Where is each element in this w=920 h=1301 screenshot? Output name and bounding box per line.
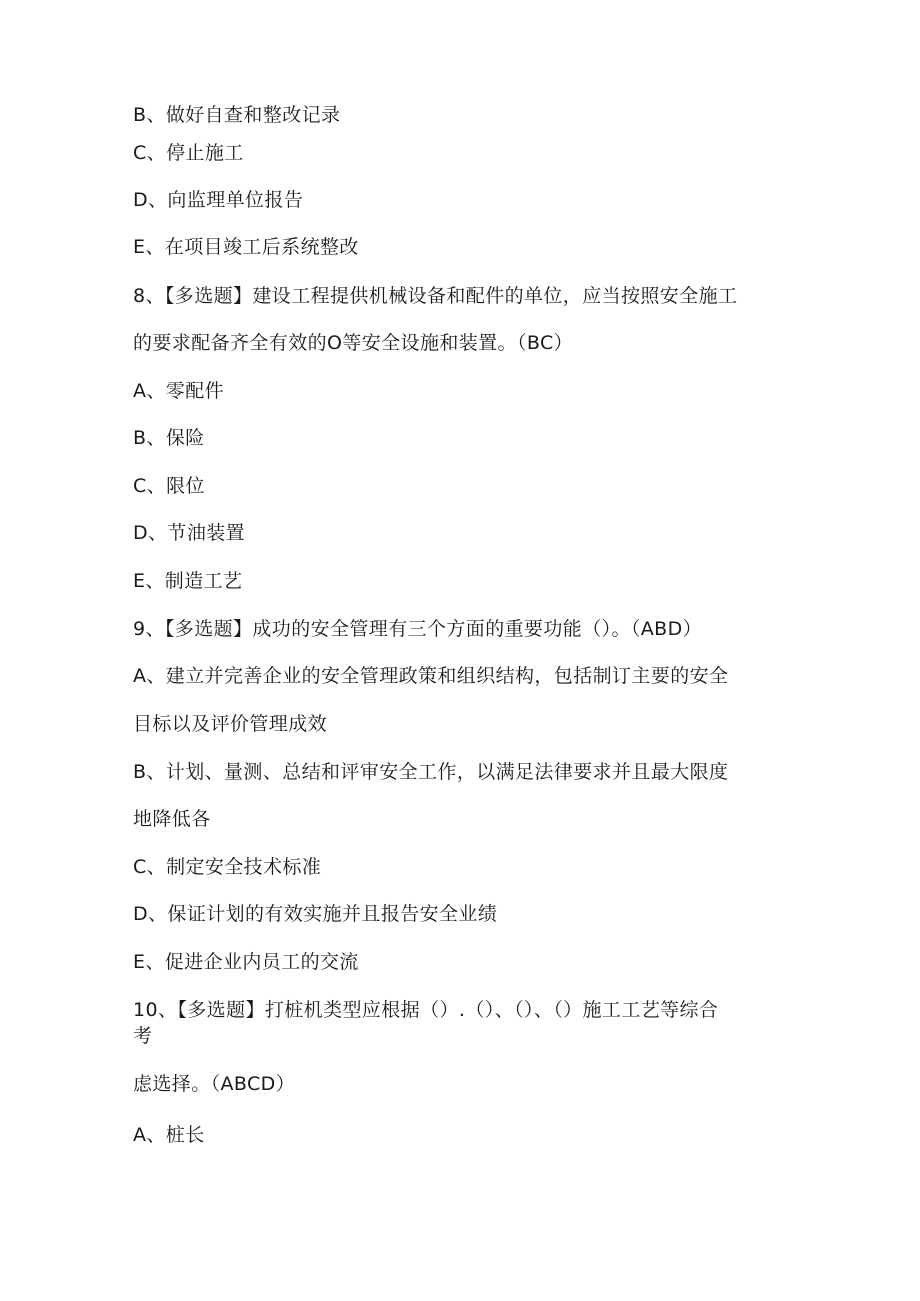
q9-option-d: D、保证计划的有效实施并且报告安全业绩 — [133, 903, 498, 925]
q7-option-d: D、向监理单位报告 — [133, 189, 304, 211]
q8-question-line-2: 的要求配备齐全有效的O等安全设施和装置。（BC） — [133, 332, 574, 354]
q10-question-line-1: 10、【多选题】打桩机类型应根据（）.（）、（）、（）施工工艺等综合 — [133, 999, 719, 1021]
q9-question: 9、【多选题】成功的安全管理有三个方面的重要功能（）。（ABD） — [133, 618, 703, 640]
q9-option-b-line-1: B、计划、量测、总结和评审安全工作，以满足法律要求并且最大限度 — [133, 761, 729, 783]
q7-option-e: E、在项目竣工后系统整改 — [133, 236, 359, 258]
q7-option-c: C、停止施工 — [133, 142, 244, 164]
q8-option-a: A、零配件 — [133, 380, 224, 402]
q10-option-a: A、桩长 — [133, 1124, 205, 1146]
q8-question-line-1: 8、【多选题】建设工程提供机械设备和配件的单位，应当按照安全施工 — [133, 285, 738, 307]
q9-option-e: E、促进企业内员工的交流 — [133, 951, 359, 973]
q9-option-a-line-1: A、建立并完善企业的安全管理政策和组织结构，包括制订主要的安全 — [133, 665, 729, 687]
q8-option-e: E、制造工艺 — [133, 570, 243, 592]
q8-option-c: C、限位 — [133, 475, 205, 497]
q10-question-line-2: 考 — [133, 1025, 153, 1047]
q9-option-a-line-2: 目标以及评价管理成效 — [133, 713, 328, 735]
q7-option-b: B、做好自查和整改记录 — [133, 104, 341, 126]
q8-option-b: B、保险 — [133, 427, 205, 449]
q10-question-line-3: 虑选择。（ABCD） — [133, 1073, 296, 1095]
q8-option-d: D、节油装置 — [133, 522, 246, 544]
q9-option-c: C、制定安全技术标准 — [133, 856, 322, 878]
q9-option-b-line-2: 地降低各 — [133, 808, 211, 830]
